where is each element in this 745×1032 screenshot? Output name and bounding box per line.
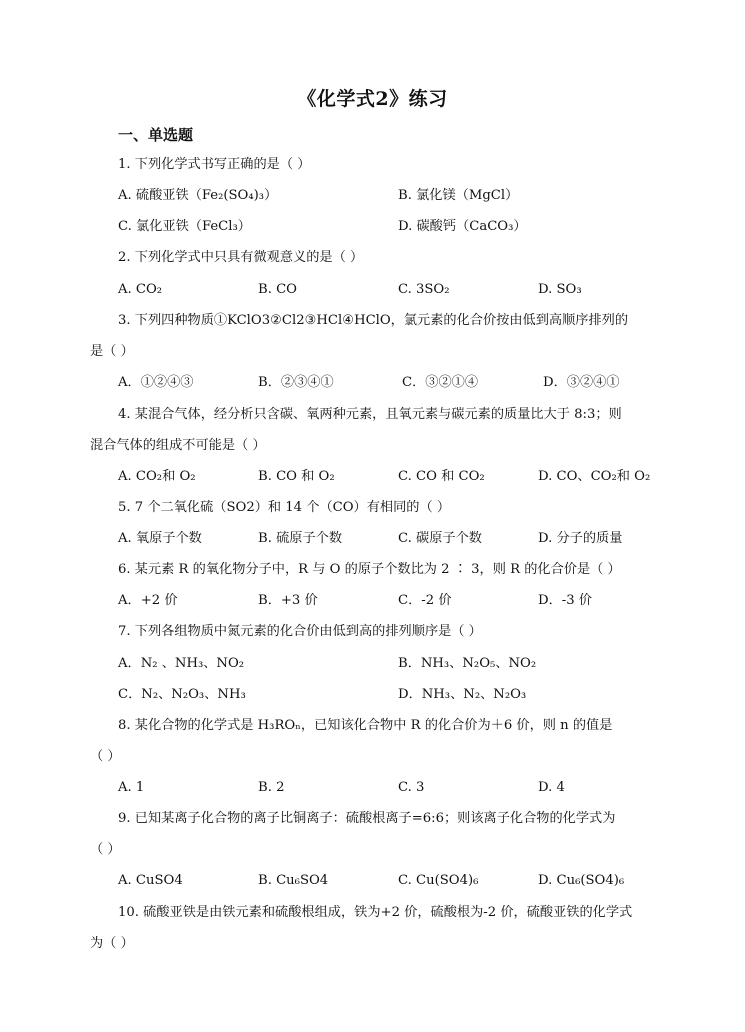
q4-option-b: B. CO 和 O₂ <box>258 469 335 484</box>
q1-option-d: D. 碳酸钙（CaCO₃） <box>398 219 527 234</box>
question-9-stem-cont: （ ） <box>90 842 121 857</box>
question-5-stem: 5. 7 个二氧化硫（SO2）和 14 个（CO）有相同的（ ） <box>118 500 451 515</box>
page-title: 《化学式2》练习 <box>297 88 448 110</box>
q7-option-b: B．NH₃、N₂O₅、NO₂ <box>398 656 537 671</box>
q8-option-c: C. 3 <box>398 780 425 795</box>
q5-option-c: C. 碳原子个数 <box>398 531 482 546</box>
q6-option-c: C．-2 价 <box>398 593 452 608</box>
q6-option-b: B．+3 价 <box>258 593 318 608</box>
q3-option-b: B．②③④① <box>258 375 334 390</box>
q4-option-a: A. CO₂和 O₂ <box>118 469 196 484</box>
q2-option-a: A. CO₂ <box>118 282 163 297</box>
q9-option-d: D. Cu₆(SO4)₆ <box>538 873 625 888</box>
q2-option-c: C. 3SO₂ <box>398 282 450 297</box>
q2-option-d: D. SO₃ <box>538 282 582 297</box>
q7-option-d: D．NH₃、N₂、N₂O₃ <box>398 687 527 702</box>
q9-option-c: C. Cu(SO4)₆ <box>398 873 479 888</box>
question-3-stem: 3. 下列四种物质①KClO3②Cl2③HCl④HClO，氯元素的化合价按由低到高顺序排列的 <box>118 313 629 328</box>
q2-option-b: B. CO <box>258 282 297 297</box>
q6-option-d: D．-3 价 <box>538 593 592 608</box>
question-10-stem-cont: 为（ ） <box>90 936 134 951</box>
q9-option-b: B. Cu₆SO4 <box>258 873 329 888</box>
q1-option-c: C. 氯化亚铁（FeCl₃） <box>118 219 251 234</box>
question-3-stem-cont: 是（ ） <box>90 344 134 359</box>
question-8-stem-cont: （ ） <box>90 749 121 764</box>
question-1-stem: 1. 下列化学式书写正确的是（ ） <box>118 157 311 172</box>
question-10-stem: 10. 硫酸亚铁是由铁元素和硫酸根组成，铁为+2 价，硫酸根为-2 价，硫酸亚铁的化学式 <box>118 905 633 920</box>
q1-option-a: A. 硫酸亚铁（Fe₂(SO₄)₃） <box>118 188 278 203</box>
question-7-stem: 7. 下列各组物质中氮元素的化合价由低到高的排列顺序是（ ） <box>118 624 482 639</box>
question-4-stem: 4. 某混合气体，经分析只含碳、氧两种元素，且氧元素与碳元素的质量比大于 8:3；则 <box>118 407 622 422</box>
q5-option-b: B. 硫原子个数 <box>258 531 343 546</box>
section-heading: 一、单选题 <box>118 126 194 144</box>
question-6-stem: 6. 某元素 R 的氧化物分子中，R 与 O 的原子个数比为 2 ∶ 3，则 R 的化合价是（ ） <box>118 562 621 577</box>
question-4-stem-cont: 混合气体的组成不可能是（ ） <box>90 438 266 453</box>
q5-option-a: A. 氧原子个数 <box>118 531 202 546</box>
q9-option-a: A. CuSO4 <box>118 873 183 888</box>
q3-option-a: A．①②④③ <box>118 375 194 390</box>
q7-option-c: C．N₂、N₂O₃、NH₃ <box>118 687 246 702</box>
q8-option-b: B. 2 <box>258 780 285 795</box>
q4-option-c: C. CO 和 CO₂ <box>398 469 485 484</box>
q5-option-d: D. 分子的质量 <box>538 531 623 546</box>
q3-option-c: C．③②①④ <box>402 375 479 390</box>
q7-option-a: A．N₂ 、NH₃、NO₂ <box>118 656 245 671</box>
q8-option-d: D. 4 <box>538 780 565 795</box>
q6-option-a: A．+2 价 <box>118 593 178 608</box>
q4-option-d: D. CO、CO₂和 O₂ <box>538 469 651 484</box>
question-9-stem: 9. 已知某离子化合物的离子比铜离子：硫酸根离子=6:6；则该离子化合物的化学式为 <box>118 811 616 826</box>
q8-option-a: A. 1 <box>118 780 145 795</box>
question-2-stem: 2. 下列化学式中只具有微观意义的是（ ） <box>118 250 364 265</box>
q1-option-b: B. 氯化镁（MgCl） <box>398 188 519 203</box>
q3-option-d: D．③②④① <box>543 375 620 390</box>
question-8-stem: 8. 某化合物的化学式是 H₃ROₙ，已知该化合物中 R 的化合价为＋6 价，则 n 的值是 <box>118 718 613 733</box>
